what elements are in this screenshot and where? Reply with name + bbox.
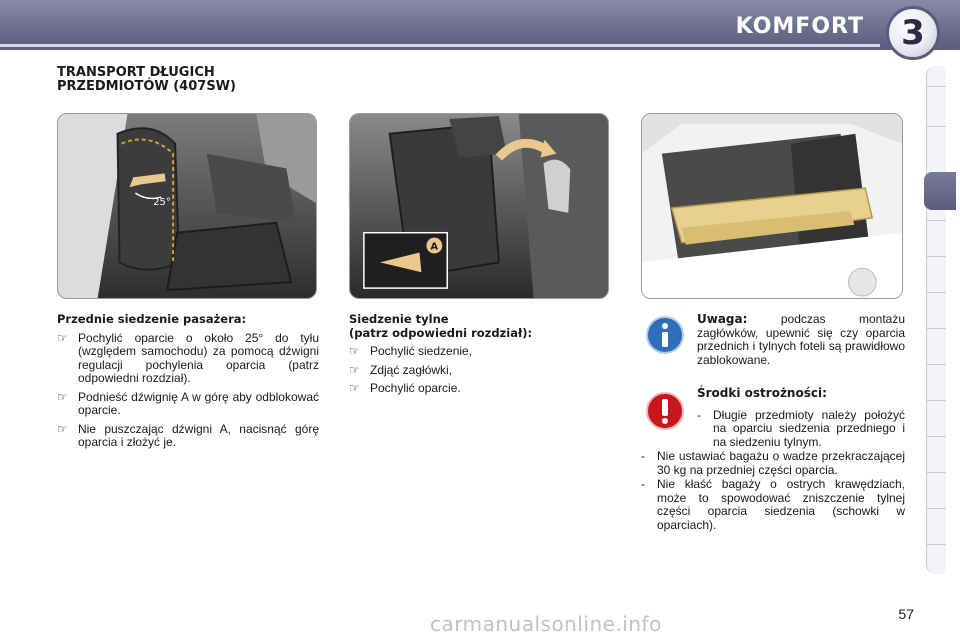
tab-divider (926, 328, 946, 329)
list-item (57, 423, 319, 450)
front-seat-photo (57, 113, 317, 299)
section-title-line: TRANSPORT DŁUGICH (57, 65, 215, 80)
tab-divider (926, 544, 946, 545)
rear-seat-photo (349, 113, 609, 299)
info-note-label: Uwaga: (697, 312, 748, 326)
front-seat-heading: Przednie siedzenie pasażera: (57, 312, 247, 326)
header-rule (0, 44, 880, 47)
tab-divider (926, 126, 946, 127)
hand-pointing-icon: ☞ (349, 381, 360, 395)
dash-mark: - (641, 449, 645, 463)
list-item-text: Pochylić oparcie o około 25° do tyłu (względem samochodu) za pomocą dźwigni regulacji pochylenia oparcia (patrz odpowiedni rozdział). (78, 330, 319, 385)
tab-divider (926, 400, 946, 401)
dash-mark: - (641, 477, 645, 491)
list-item-text: Nie puszczając dźwigni A, nacisnąć górę oparcia i złożyć je. (78, 421, 319, 449)
hand-pointing-icon: ☞ (57, 330, 68, 345)
info-note (641, 313, 905, 367)
info-note-body: podczas montażu zagłówków, upewnić się czy oparcia przednich i tylnych foteli są prawidłowo zablokowane. (697, 312, 905, 367)
list-item (641, 478, 905, 532)
list-item-text: Zdjąć zagłówki, (370, 362, 453, 377)
list-item (349, 345, 611, 359)
list-item (349, 364, 611, 378)
angle-label: 25° (153, 197, 171, 209)
list-item-text: Pochylić oparcie. (370, 381, 461, 395)
list-item-text: Długie przedmioty należy położyć na oparciu siedzenia przedniego i na siedzeniu tylnym. (713, 407, 905, 449)
page-number: 57 (898, 606, 914, 622)
list-item (349, 382, 611, 396)
list-item-text: Pochylić siedzenie, (370, 344, 473, 358)
tab-divider (926, 436, 946, 437)
list-item-text: Nie ustawiać bagażu o wadze przekraczającej 30 kg na przedniej części oparcia. (657, 449, 905, 477)
tab-divider (926, 508, 946, 509)
callout-a-label: A (430, 241, 439, 253)
list-item (697, 409, 905, 450)
rear-seat-heading (349, 313, 611, 340)
rear-seat-instructions (349, 313, 611, 401)
tab-divider (926, 472, 946, 473)
long-items-photo (641, 113, 903, 299)
hand-pointing-icon: ☞ (57, 421, 68, 436)
rear-seat-heading-line: Siedzenie tylne (349, 312, 449, 326)
chapter-number-badge: 3 (886, 6, 940, 60)
rear-seat-heading-line: (patrz odpowiedni rozdział): (349, 325, 533, 340)
warning-note (641, 387, 905, 449)
notes-column (641, 313, 905, 533)
info-icon (645, 315, 685, 355)
list-item (57, 332, 319, 386)
dash-mark: - (697, 407, 701, 422)
active-chapter-tab[interactable] (924, 172, 956, 210)
exclamation-icon (645, 391, 685, 431)
section-title-line: PRZEDMIOTÓW (407SW) (57, 79, 236, 94)
chapter-tab-strip (926, 66, 946, 574)
list-item-text: Podnieść dźwignię A w górę aby odblokować oparcie. (78, 389, 319, 417)
hand-pointing-icon: ☞ (349, 344, 360, 358)
warning-heading: Środki ostrożności: (697, 386, 827, 400)
watermark: carmanualsonline.info (430, 612, 662, 636)
list-item-text: Nie kłaść bagaży o ostrych krawędziach, może to spowodować zniszczenie tylnej części oparcia siedzenia (schowki w oparciach). (657, 477, 905, 532)
hand-pointing-icon: ☞ (57, 389, 68, 404)
front-seat-instructions (57, 313, 319, 455)
chapter-title: KOMFORT (735, 14, 864, 39)
info-note-text (697, 313, 905, 367)
tab-divider (926, 86, 946, 87)
section-title (57, 66, 357, 94)
tab-divider (926, 220, 946, 221)
tab-divider (926, 364, 946, 365)
list-item (641, 450, 905, 477)
list-item (57, 391, 319, 418)
hand-pointing-icon: ☞ (349, 362, 360, 377)
tab-divider (926, 292, 946, 293)
tab-divider (926, 256, 946, 257)
